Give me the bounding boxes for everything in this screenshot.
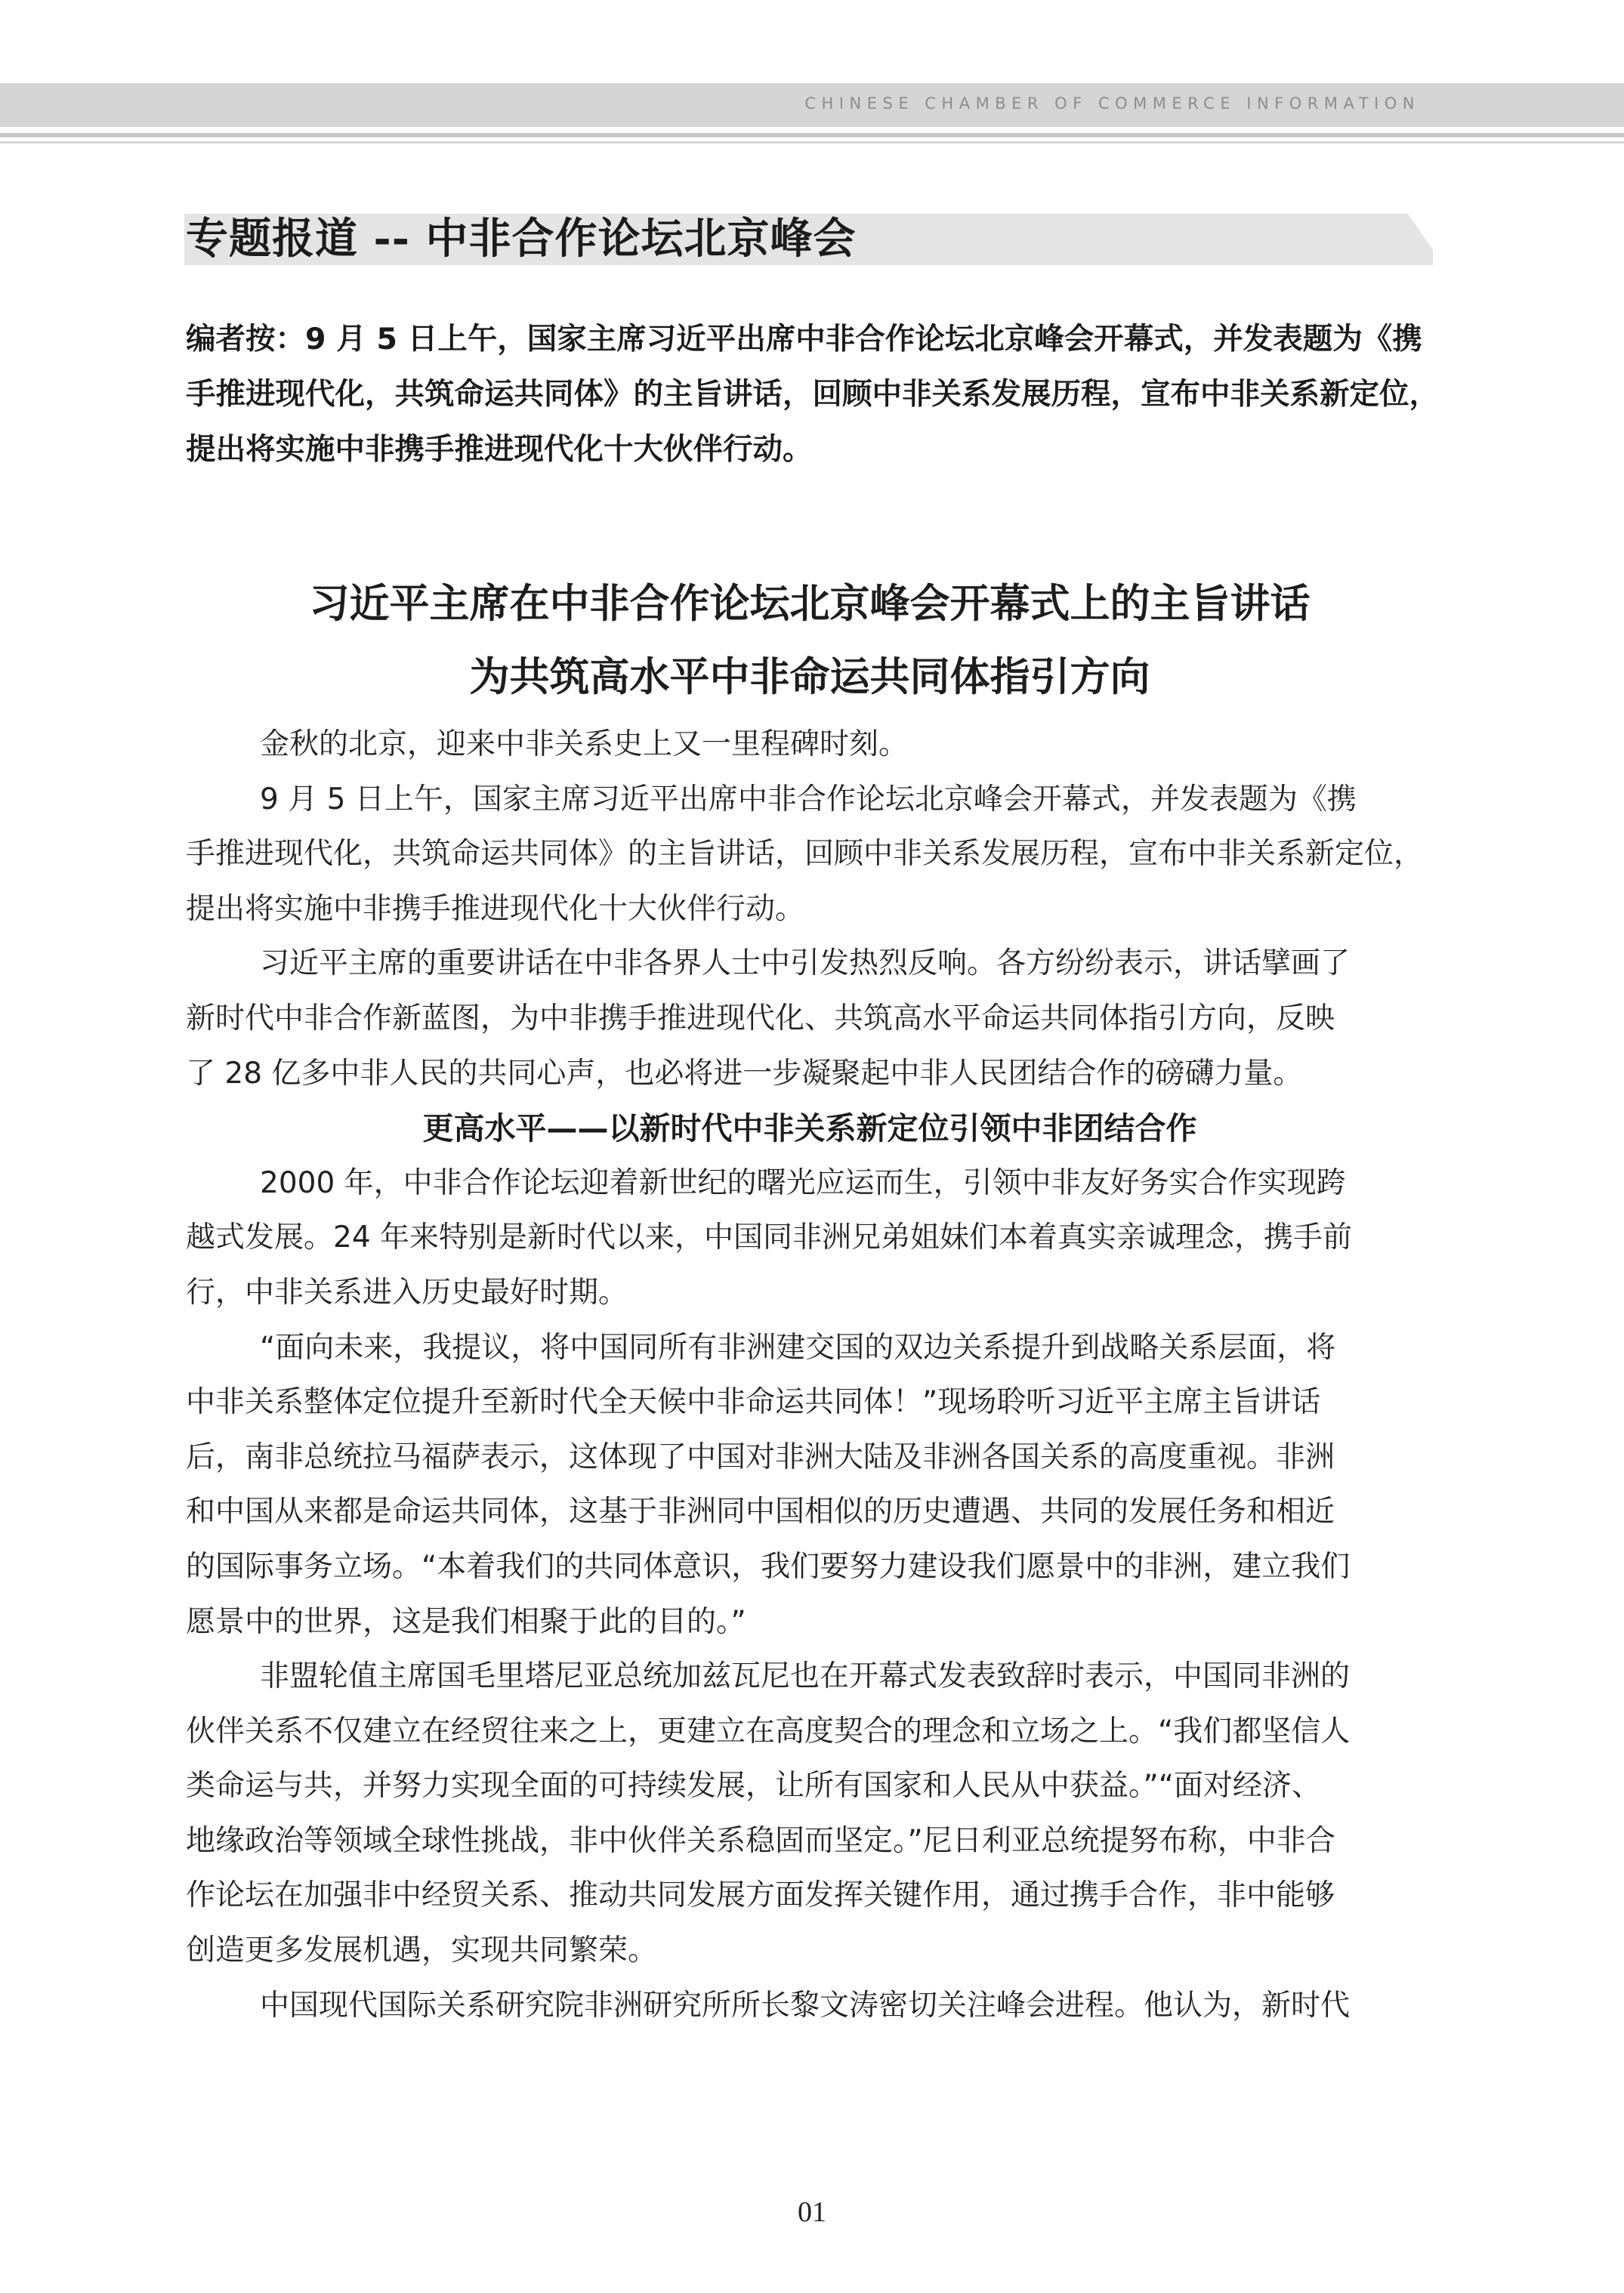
paragraph-line: “面向未来，我提议，将中国同所有非洲建交国的双边关系提升到战略关系层面，将	[260, 1330, 1336, 1365]
paragraph-line: 愿景中的世界，这是我们相聚于此的目的。”	[186, 1604, 746, 1639]
paragraph-line: 的国际事务立场。“本着我们的共同体意识，我们要努力建设我们愿景中的非洲，建立我们	[186, 1549, 1351, 1584]
article-subheadline: 为共筑高水平中非命运共同体指引方向	[469, 654, 1150, 700]
paragraph-line: 类命运与共，并努力实现全面的可持续发展，让所有国家和人民从中获益。”“面对经济、	[186, 1769, 1321, 1804]
paragraph-line: 后，南非总统拉马福萨表示，这体现了中国对非洲大陆及非洲各国关系的高度重视。非洲	[186, 1440, 1335, 1474]
paragraph-line: 和中国从来都是命运共同体，这基于非洲同中国相似的历史遭遇、共同的发展任务和相近	[186, 1495, 1335, 1529]
paragraph-line: 中非关系整体定位提升至新时代全天候中非命运共同体！”现场聆听习近平主席主旨讲话	[186, 1385, 1321, 1420]
article-body	[186, 718, 1434, 2033]
paragraph-line: 创造更多发展机遇，实现共同繁荣。	[186, 1933, 658, 1968]
editor-note-line: 手推进现代化，共筑命运共同体》的主旨讲话，回顾中非关系发展历程，宣布中非关系新定位，	[186, 377, 1439, 412]
paragraph-line: 新时代中非合作新蓝图，为中非携手推进现代化、共筑高水平命运共同体指引方向，反映	[186, 1001, 1335, 1035]
section-title: 专题报道 -- 中非合作论坛北京峰会	[186, 214, 857, 264]
paragraph-line: 越式发展。24 年来特别是新时代以来，中国同非洲兄弟姐妹们本着真实亲诚理念，携手前	[186, 1221, 1353, 1255]
editor-note-line: 编者按：9 月 5 日上午，国家主席习近平出席中非合作论坛北京峰会开幕式，并发表题为《携	[186, 322, 1422, 356]
section-subheading: 更高水平——以新时代中非关系新定位引领中非团结合作	[422, 1110, 1197, 1147]
paragraph-line: 金秋的北京，迎来中非关系史上又一里程碑时刻。	[260, 727, 909, 761]
paragraph-line: 提出将实施中非携手推进现代化十大伙伴行动。	[186, 891, 805, 926]
paragraph-line: 行，中非关系进入历史最好时期。	[186, 1275, 628, 1310]
paragraph-line: 地缘政治等领域全球性挑战，非中伙伴关系稳固而坚定。”尼日利亚总统提努布称，中非合	[186, 1823, 1335, 1858]
header-divider	[0, 133, 1624, 137]
paragraph-line: 中国现代国际关系研究院非洲研究所所长黎文涛密切关注峰会进程。他认为，新时代	[260, 1988, 1351, 2023]
paragraph-line: 手推进现代化，共筑命运共同体》的主旨讲话，回顾中非关系发展历程，宣布中非关系新定位，	[186, 837, 1424, 872]
paragraph-line: 9 月 5 日上午，国家主席习近平出席中非合作论坛北京峰会开幕式，并发表题为《携	[260, 782, 1357, 816]
paragraph-line: 作论坛在加强非中经贸关系、推动共同发展方面发挥关键作用，通过携手合作，非中能够	[186, 1878, 1335, 1913]
paragraph-line: 非盟轮值主席国毛里塔尼亚总统加兹瓦尼也在开幕式发表致辞时表示，中国同非洲的	[260, 1659, 1351, 1694]
editor-note-line: 提出将实施中非携手推进现代化十大伙伴行动。	[186, 432, 813, 467]
paragraph-line: 2000 年，中非合作论坛迎着新世纪的曙光应运而生，引领中非友好务实合作实现跨	[260, 1165, 1346, 1200]
paragraph-line: 了 28 亿多中非人民的共同心声，也必将进一步凝聚起中非人民团结合作的磅礴力量。	[186, 1056, 1303, 1091]
page-number: 01	[798, 2196, 826, 2228]
editor-note	[186, 312, 1439, 477]
article-headline: 习近平主席在中非合作论坛北京峰会开幕式上的主旨讲话	[309, 581, 1311, 627]
paragraph-line: 伙伴关系不仅建立在经贸往来之上，更建立在高度契合的理念和立场之上。“我们都坚信人	[186, 1714, 1351, 1748]
publication-header: CHINESE CHAMBER OF COMMERCE INFORMATION	[804, 94, 1420, 113]
paragraph-line: 习近平主席的重要讲话在中非各界人士中引发热烈反响。各方纷纷表示，讲话擘画了	[260, 946, 1351, 981]
header-divider-thin	[0, 141, 1624, 144]
